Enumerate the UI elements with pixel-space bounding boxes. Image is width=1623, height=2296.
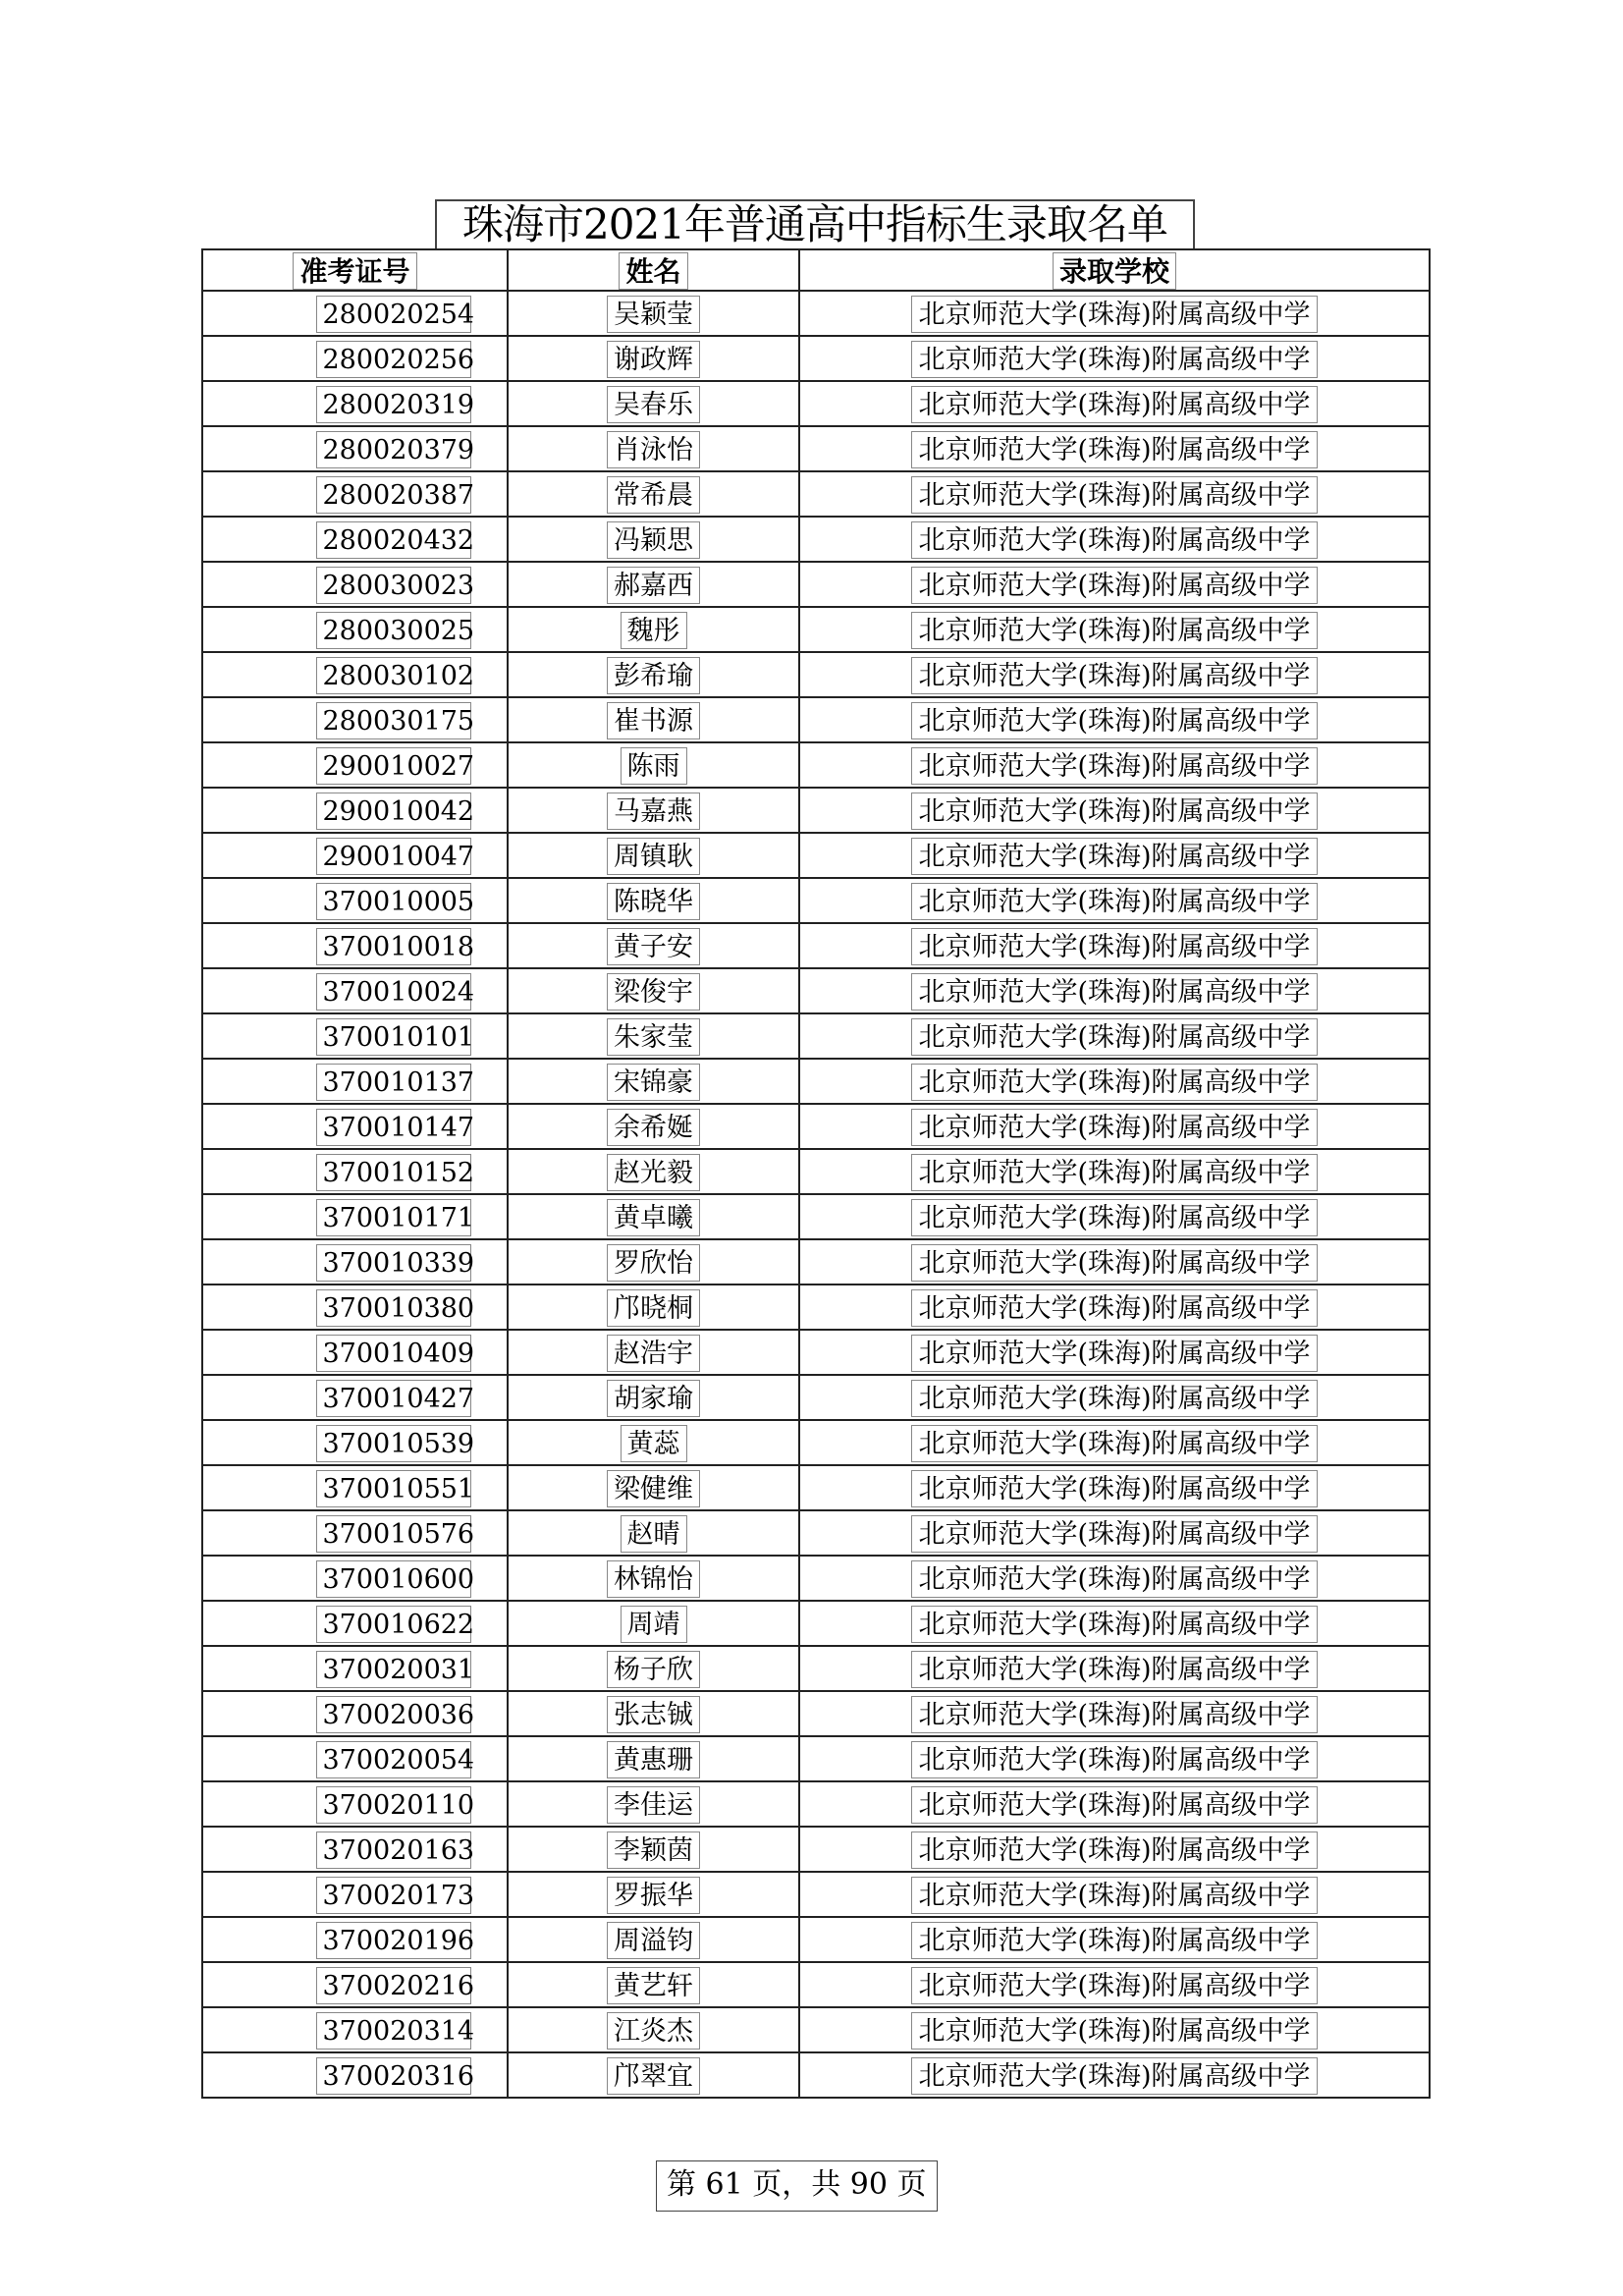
exam-id: 290010027 [316, 747, 471, 785]
admitted-school: 北京师范大学(珠海)附属高级中学 [911, 476, 1317, 514]
admitted-school-cell [799, 968, 1430, 1013]
student-name-cell [508, 1691, 799, 1736]
exam-id: 280030025 [316, 612, 471, 649]
exam-id: 370010018 [316, 928, 471, 965]
student-name: 邝晓桐 [607, 1289, 700, 1327]
student-name-cell [508, 336, 799, 381]
column-header-school: 录取学校 [799, 249, 1430, 291]
admitted-school: 北京师范大学(珠海)附属高级中学 [911, 1967, 1317, 2004]
student-name-cell [508, 878, 799, 923]
exam-id-cell [202, 878, 508, 923]
exam-id-cell [202, 2052, 508, 2098]
exam-id: 370010137 [316, 1064, 471, 1101]
admitted-school: 北京师范大学(珠海)附属高级中学 [911, 928, 1317, 965]
exam-id-cell [202, 1285, 508, 1330]
student-name: 陈雨 [621, 747, 687, 785]
student-name: 崔书源 [607, 702, 700, 739]
admitted-school: 北京师范大学(珠海)附属高级中学 [911, 793, 1317, 830]
student-name-cell [508, 968, 799, 1013]
student-name: 周靖 [621, 1606, 687, 1643]
admitted-school-cell [799, 1962, 1430, 2007]
admitted-school-cell [799, 381, 1430, 426]
admitted-school-cell [799, 336, 1430, 381]
admitted-school: 北京师范大学(珠海)附属高级中学 [911, 1560, 1317, 1598]
exam-id-cell [202, 1556, 508, 1601]
admitted-school-cell [799, 788, 1430, 833]
table-row [202, 517, 1430, 562]
student-name-cell [508, 1781, 799, 1827]
admitted-school: 北京师范大学(珠海)附属高级中学 [911, 1335, 1317, 1372]
table-row [202, 381, 1430, 426]
student-name: 谢政辉 [607, 341, 700, 378]
admitted-school-cell [799, 291, 1430, 336]
admitted-school: 北京师范大学(珠海)附属高级中学 [911, 1064, 1317, 1101]
exam-id: 290010047 [316, 838, 471, 875]
table-row [202, 1239, 1430, 1285]
exam-id: 370020173 [316, 1877, 471, 1914]
student-name: 张志铖 [607, 1696, 700, 1733]
exam-id-cell [202, 1059, 508, 1104]
admitted-school-cell [799, 1375, 1430, 1420]
student-name: 吴春乐 [607, 386, 700, 423]
exam-id-cell [202, 1330, 508, 1375]
admitted-school: 北京师范大学(珠海)附属高级中学 [911, 2057, 1317, 2095]
exam-id-cell [202, 1239, 508, 1285]
student-name: 吴颖莹 [607, 296, 700, 333]
table-row [202, 1013, 1430, 1059]
table-row [202, 833, 1430, 878]
student-name-cell [508, 1104, 799, 1149]
exam-id: 280020387 [316, 476, 471, 514]
table-row [202, 1510, 1430, 1556]
exam-id: 370020031 [316, 1651, 471, 1688]
table-row [202, 1285, 1430, 1330]
admitted-school-cell [799, 833, 1430, 878]
admitted-school-cell [799, 562, 1430, 607]
student-name: 赵晴 [621, 1515, 687, 1553]
exam-id-cell [202, 381, 508, 426]
student-name: 赵光毅 [607, 1154, 700, 1191]
admitted-school-cell [799, 1736, 1430, 1781]
admitted-school: 北京师范大学(珠海)附属高级中学 [911, 1831, 1317, 1869]
column-header-id: 准考证号 [202, 249, 508, 291]
admitted-school: 北京师范大学(珠海)附属高级中学 [911, 1877, 1317, 1914]
admitted-school: 北京师范大学(珠海)附属高级中学 [911, 1515, 1317, 1553]
admitted-school-cell [799, 1239, 1430, 1285]
table-row [202, 2052, 1430, 2098]
exam-id: 370010024 [316, 973, 471, 1011]
student-name: 周溢钧 [607, 1922, 700, 1959]
admitted-school: 北京师范大学(珠海)附属高级中学 [911, 1289, 1317, 1327]
table-row [202, 1601, 1430, 1646]
table-row [202, 1962, 1430, 2007]
student-name: 魏彤 [621, 612, 687, 649]
student-name-cell [508, 697, 799, 742]
exam-id-cell [202, 1104, 508, 1149]
admitted-school-cell [799, 923, 1430, 968]
student-name: 梁健维 [607, 1470, 700, 1507]
student-name-cell [508, 1872, 799, 1917]
exam-id-cell [202, 1375, 508, 1420]
student-name: 彭希瑜 [607, 657, 700, 694]
student-name-cell [508, 2052, 799, 2098]
exam-id: 370020316 [316, 2057, 471, 2095]
student-name-cell [508, 471, 799, 517]
table-row [202, 788, 1430, 833]
exam-id: 370010409 [316, 1335, 471, 1372]
student-name-cell [508, 1239, 799, 1285]
table-row [202, 426, 1430, 471]
admitted-school-cell [799, 1465, 1430, 1510]
table-row [202, 1646, 1430, 1691]
table-row [202, 336, 1430, 381]
table-row [202, 1556, 1430, 1601]
exam-id-cell [202, 336, 508, 381]
exam-id-cell [202, 1691, 508, 1736]
exam-id: 280020319 [316, 386, 471, 423]
student-name: 周镇耿 [607, 838, 700, 875]
student-name-cell [508, 923, 799, 968]
exam-id: 280030023 [316, 567, 471, 604]
exam-id: 280020432 [316, 521, 471, 559]
table-row [202, 1420, 1430, 1465]
table-row [202, 1917, 1430, 1962]
student-name: 肖泳怡 [607, 431, 700, 468]
exam-id-cell [202, 1510, 508, 1556]
admitted-school: 北京师范大学(珠海)附属高级中学 [911, 296, 1317, 333]
student-name-cell [508, 1646, 799, 1691]
exam-id-cell [202, 1013, 508, 1059]
student-name: 常希晨 [607, 476, 700, 514]
admitted-school-cell [799, 607, 1430, 652]
exam-id-cell [202, 1736, 508, 1781]
student-name: 黄子安 [607, 928, 700, 965]
admitted-school: 北京师范大学(珠海)附属高级中学 [911, 973, 1317, 1011]
admitted-school-cell [799, 1059, 1430, 1104]
exam-id: 370020054 [316, 1741, 471, 1778]
exam-id-cell [202, 1962, 508, 2007]
exam-id: 280020254 [316, 296, 471, 333]
column-header-name: 姓名 [508, 249, 799, 291]
exam-id: 370010339 [316, 1244, 471, 1282]
admitted-school: 北京师范大学(珠海)附属高级中学 [911, 1244, 1317, 1282]
exam-id: 370020163 [316, 1831, 471, 1869]
exam-id: 370010005 [316, 883, 471, 920]
table-row [202, 1691, 1430, 1736]
exam-id-cell [202, 291, 508, 336]
exam-id: 370010622 [316, 1606, 471, 1643]
exam-id-cell [202, 968, 508, 1013]
admitted-school: 北京师范大学(珠海)附属高级中学 [911, 567, 1317, 604]
exam-id-cell [202, 1601, 508, 1646]
admitted-school: 北京师范大学(珠海)附属高级中学 [911, 1018, 1317, 1056]
table-row [202, 1872, 1430, 1917]
admitted-school: 北京师范大学(珠海)附属高级中学 [911, 521, 1317, 559]
table-row [202, 742, 1430, 788]
student-name: 朱家莹 [607, 1018, 700, 1056]
admitted-school-cell [799, 426, 1430, 471]
student-name-cell [508, 742, 799, 788]
exam-id: 280020256 [316, 341, 471, 378]
student-name-cell [508, 1510, 799, 1556]
student-name-cell [508, 1601, 799, 1646]
admitted-school: 北京师范大学(珠海)附属高级中学 [911, 1651, 1317, 1688]
student-name: 林锦怡 [607, 1560, 700, 1598]
admitted-school: 北京师范大学(珠海)附属高级中学 [911, 1696, 1317, 1733]
admitted-school: 北京师范大学(珠海)附属高级中学 [911, 386, 1317, 423]
student-name-cell [508, 1465, 799, 1510]
exam-id: 370010380 [316, 1289, 471, 1327]
admitted-school-cell [799, 1872, 1430, 1917]
exam-id: 370010576 [316, 1515, 471, 1553]
exam-id-cell [202, 1194, 508, 1239]
exam-id-cell [202, 1420, 508, 1465]
table-row [202, 471, 1430, 517]
table-row [202, 1375, 1430, 1420]
table-row [202, 1827, 1430, 1872]
student-name: 罗振华 [607, 1877, 700, 1914]
exam-id-cell [202, 788, 508, 833]
exam-id-cell [202, 1465, 508, 1510]
student-name: 胡家瑜 [607, 1380, 700, 1417]
student-name-cell [508, 1827, 799, 1872]
student-name: 宋锦豪 [607, 1064, 700, 1101]
student-name: 邝翠宜 [607, 2057, 700, 2095]
admitted-school: 北京师范大学(珠海)附属高级中学 [911, 341, 1317, 378]
exam-id-cell [202, 607, 508, 652]
table-row [202, 1465, 1430, 1510]
admitted-school: 北京师范大学(珠海)附属高级中学 [911, 1922, 1317, 1959]
student-name: 陈晓华 [607, 883, 700, 920]
exam-id-cell [202, 517, 508, 562]
student-name-cell [508, 1556, 799, 1601]
table-row [202, 607, 1430, 652]
admitted-school: 北京师范大学(珠海)附属高级中学 [911, 1606, 1317, 1643]
student-name-cell [508, 381, 799, 426]
exam-id: 370020036 [316, 1696, 471, 1733]
admitted-school: 北京师范大学(珠海)附属高级中学 [911, 431, 1317, 468]
student-name-cell [508, 833, 799, 878]
exam-id-cell [202, 1781, 508, 1827]
page-number: 第 61 页，共 90 页 [656, 2160, 938, 2212]
admitted-school-cell [799, 1285, 1430, 1330]
student-name: 冯颖思 [607, 521, 700, 559]
admitted-school-cell [799, 2007, 1430, 2052]
student-name: 赵浩宇 [607, 1335, 700, 1372]
student-name-cell [508, 426, 799, 471]
admitted-school: 北京师范大学(珠海)附属高级中学 [911, 1425, 1317, 1462]
admitted-school-cell [799, 471, 1430, 517]
table-row [202, 562, 1430, 607]
table-row [202, 923, 1430, 968]
exam-id: 370010539 [316, 1425, 471, 1462]
student-name-cell [508, 607, 799, 652]
student-name-cell [508, 562, 799, 607]
exam-id: 370010147 [316, 1109, 471, 1146]
admitted-school-cell [799, 1420, 1430, 1465]
admitted-school-cell [799, 652, 1430, 697]
table-row [202, 1194, 1430, 1239]
exam-id: 370010171 [316, 1199, 471, 1236]
admitted-school-cell [799, 1646, 1430, 1691]
table-row [202, 878, 1430, 923]
admitted-school: 北京师范大学(珠海)附属高级中学 [911, 1154, 1317, 1191]
student-name-cell [508, 1059, 799, 1104]
student-name-cell [508, 2007, 799, 2052]
table-row [202, 1104, 1430, 1149]
table-row [202, 291, 1430, 336]
student-name-cell [508, 291, 799, 336]
admitted-school-cell [799, 1917, 1430, 1962]
admitted-school: 北京师范大学(珠海)附属高级中学 [911, 1199, 1317, 1236]
student-name: 黄惠珊 [607, 1741, 700, 1778]
admitted-school: 北京师范大学(珠海)附属高级中学 [911, 612, 1317, 649]
student-name: 黄蕊 [621, 1425, 687, 1462]
student-name: 李佳运 [607, 1786, 700, 1824]
admitted-school: 北京师范大学(珠海)附属高级中学 [911, 1380, 1317, 1417]
admitted-school-cell [799, 878, 1430, 923]
exam-id: 370010551 [316, 1470, 471, 1507]
admitted-school-cell [799, 2052, 1430, 2098]
exam-id: 280020379 [316, 431, 471, 468]
student-name-cell [508, 1285, 799, 1330]
student-name: 江炎杰 [607, 2012, 700, 2050]
admitted-school: 北京师范大学(珠海)附属高级中学 [911, 2012, 1317, 2050]
student-name-cell [508, 1149, 799, 1194]
student-name-cell [508, 1013, 799, 1059]
table-row [202, 2007, 1430, 2052]
table-row [202, 697, 1430, 742]
table-row [202, 1781, 1430, 1827]
exam-id: 370010152 [316, 1154, 471, 1191]
exam-id: 370020110 [316, 1786, 471, 1824]
student-name: 杨子欣 [607, 1651, 700, 1688]
exam-id: 290010042 [316, 793, 471, 830]
exam-id-cell [202, 1827, 508, 1872]
exam-id: 280030102 [316, 657, 471, 694]
table-row [202, 1149, 1430, 1194]
student-name-cell [508, 517, 799, 562]
student-name: 罗欣怡 [607, 1244, 700, 1282]
admitted-school-cell [799, 1556, 1430, 1601]
table-row [202, 1736, 1430, 1781]
exam-id: 280030175 [316, 702, 471, 739]
admitted-school: 北京师范大学(珠海)附属高级中学 [911, 657, 1317, 694]
student-name: 余希娫 [607, 1109, 700, 1146]
table-row [202, 968, 1430, 1013]
exam-id-cell [202, 833, 508, 878]
table-row [202, 1059, 1430, 1104]
exam-id-cell [202, 2007, 508, 2052]
student-name-cell [508, 652, 799, 697]
admitted-school: 北京师范大学(珠海)附属高级中学 [911, 1741, 1317, 1778]
exam-id-cell [202, 471, 508, 517]
admitted-school: 北京师范大学(珠海)附属高级中学 [911, 883, 1317, 920]
admitted-school-cell [799, 1194, 1430, 1239]
page-title: 珠海市2021年普通高中指标生录取名单 [435, 199, 1195, 248]
student-name-cell [508, 788, 799, 833]
student-name: 李颖茵 [607, 1831, 700, 1869]
exam-id-cell [202, 562, 508, 607]
admission-table [201, 248, 1431, 2099]
student-name-cell [508, 1917, 799, 1962]
student-name: 马嘉燕 [607, 793, 700, 830]
admitted-school-cell [799, 1149, 1430, 1194]
table-row [202, 652, 1430, 697]
admitted-school-cell [799, 742, 1430, 788]
exam-id-cell [202, 742, 508, 788]
admitted-school-cell [799, 1691, 1430, 1736]
admitted-school: 北京师范大学(珠海)附属高级中学 [911, 702, 1317, 739]
exam-id-cell [202, 923, 508, 968]
admitted-school-cell [799, 697, 1430, 742]
student-name-cell [508, 1962, 799, 2007]
admitted-school-cell [799, 517, 1430, 562]
admitted-school: 北京师范大学(珠海)附属高级中学 [911, 1109, 1317, 1146]
admitted-school: 北京师范大学(珠海)附属高级中学 [911, 1786, 1317, 1824]
exam-id: 370010101 [316, 1018, 471, 1056]
student-name-cell [508, 1420, 799, 1465]
admitted-school-cell [799, 1330, 1430, 1375]
exam-id-cell [202, 1917, 508, 1962]
exam-id-cell [202, 1646, 508, 1691]
exam-id-cell [202, 697, 508, 742]
student-name-cell [508, 1736, 799, 1781]
student-name-cell [508, 1375, 799, 1420]
admitted-school-cell [799, 1510, 1430, 1556]
admitted-school: 北京师范大学(珠海)附属高级中学 [911, 838, 1317, 875]
exam-id: 370020196 [316, 1922, 471, 1959]
table-header-row [202, 249, 1430, 291]
exam-id: 370010427 [316, 1380, 471, 1417]
student-name: 黄艺轩 [607, 1967, 700, 2004]
exam-id: 370020314 [316, 2012, 471, 2050]
admitted-school-cell [799, 1827, 1430, 1872]
admitted-school-cell [799, 1013, 1430, 1059]
exam-id-cell [202, 426, 508, 471]
exam-id: 370010600 [316, 1560, 471, 1598]
exam-id-cell [202, 1149, 508, 1194]
admitted-school-cell [799, 1601, 1430, 1646]
student-name-cell [508, 1194, 799, 1239]
admitted-school-cell [799, 1104, 1430, 1149]
exam-id-cell [202, 1872, 508, 1917]
table-body [202, 291, 1430, 2098]
student-name: 黄卓曦 [607, 1199, 700, 1236]
table-row [202, 1330, 1430, 1375]
student-name: 梁俊宇 [607, 973, 700, 1011]
student-name-cell [508, 1330, 799, 1375]
admitted-school: 北京师范大学(珠海)附属高级中学 [911, 747, 1317, 785]
admitted-school: 北京师范大学(珠海)附属高级中学 [911, 1470, 1317, 1507]
admitted-school-cell [799, 1781, 1430, 1827]
exam-id-cell [202, 652, 508, 697]
exam-id: 370020216 [316, 1967, 471, 2004]
student-name: 郝嘉西 [607, 567, 700, 604]
